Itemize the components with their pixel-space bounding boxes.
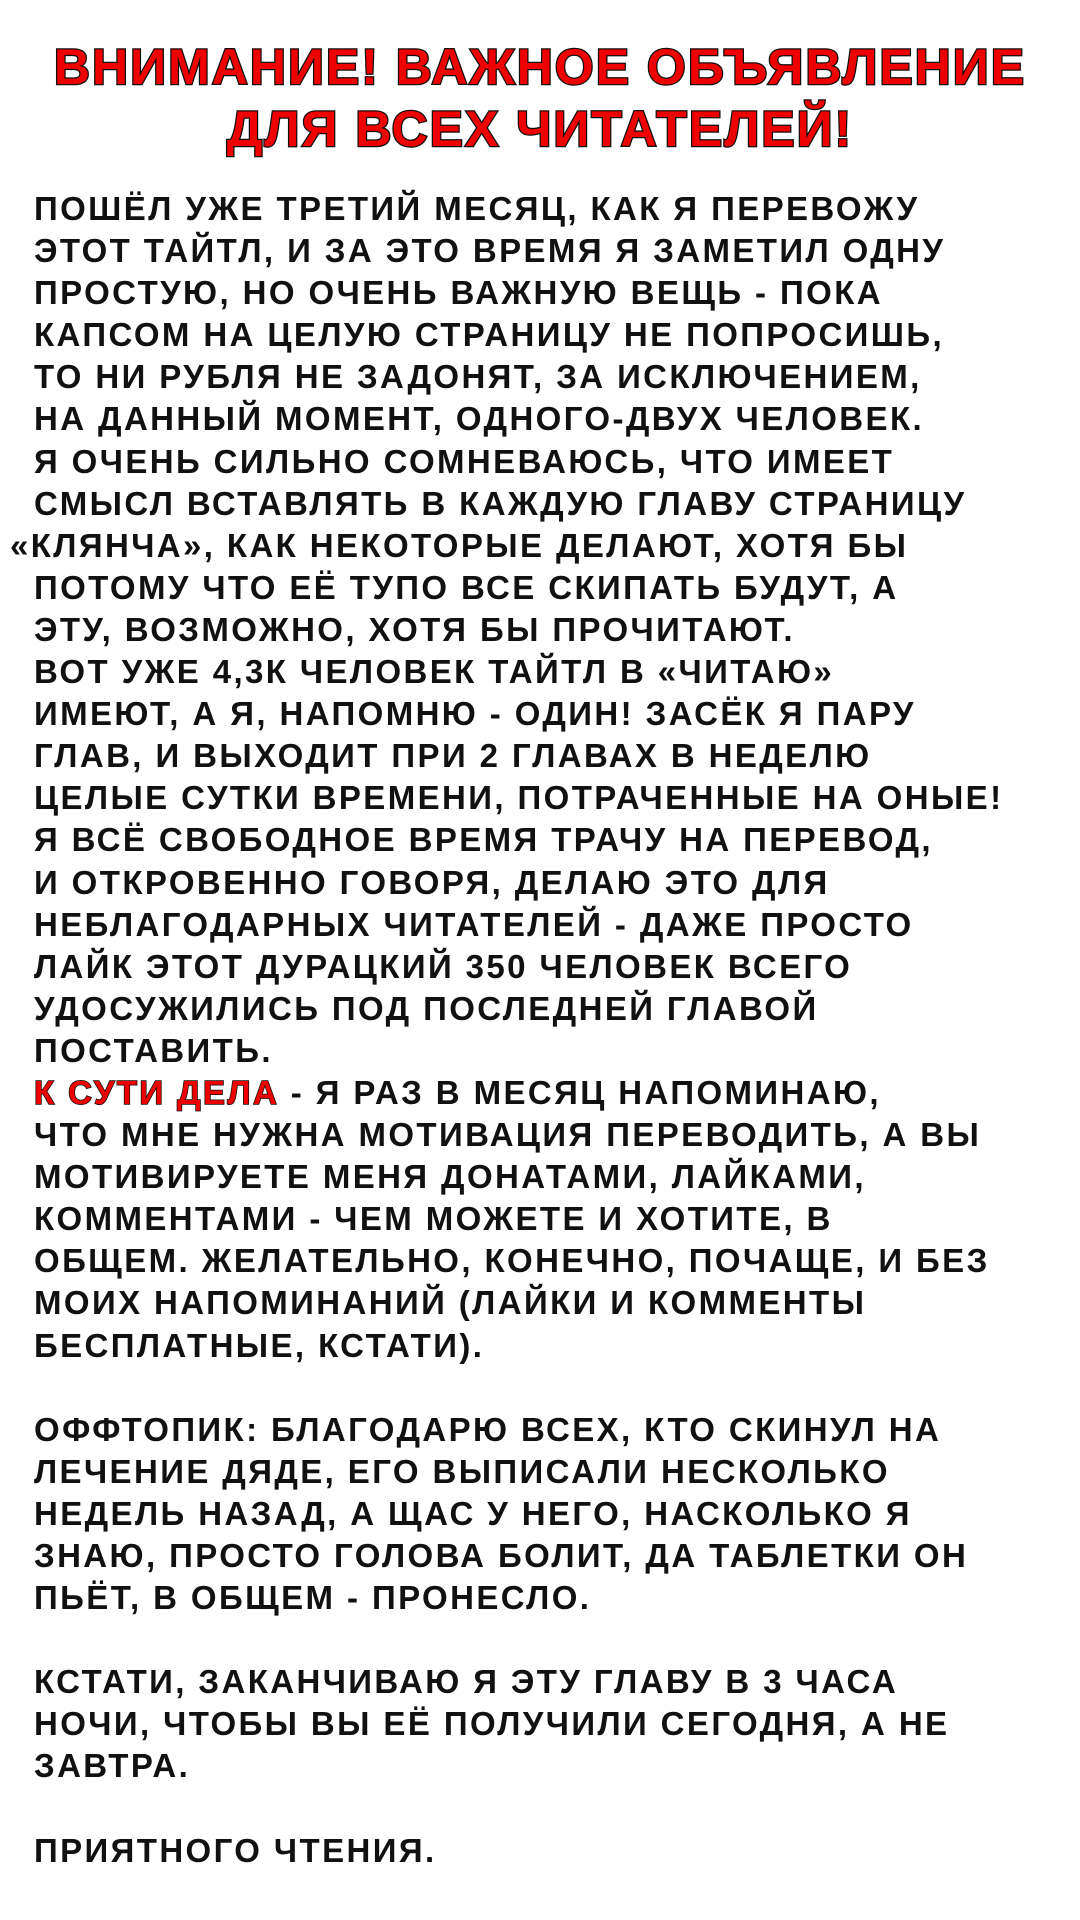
text-line: СМЫСЛ ВСТАВЛЯТЬ В КАЖДУЮ ГЛАВУ СТРАНИЦУ [34,484,967,522]
text-line: И ОТКРОВЕННО ГОВОРЯ, ДЕЛАЮ ЭТО ДЛЯ [34,863,830,901]
text-line: НЕБЛАГОДАРНЫХ ЧИТАТЕЛЕЙ - ДАЖЕ ПРОСТО [34,905,914,943]
text-line: ЦЕЛЫЕ СУТКИ ВРЕМЕНИ, ПОТРАЧЕННЫЕ НА ОНЫЕ! [34,779,1004,817]
text-line: КОММЕНТАМИ - ЧЕМ МОЖЕТЕ И ХОТИТЕ, В [34,1200,833,1238]
text-line: ТО НИ РУБЛЯ НЕ ЗАДОНЯТ, ЗА ИСКЛЮЧЕНИЕМ, [34,358,922,396]
text-line: ПРИЯТНОГО ЧТЕНИЯ. [34,1831,437,1869]
highlight-line [34,1072,1074,1114]
text-line: ЭТОТ ТАЙТЛ, И ЗА ЭТО ВРЕМЯ Я ЗАМЕТИЛ ОДНУ [34,232,946,270]
text-line: ПОШЁЛ УЖЕ ТРЕТИЙ МЕСЯЦ, КАК Я ПЕРЕВОЖУ [34,190,920,227]
text-line: ЭТУ, ВОЗМОЖНО, ХОТЯ БЫ ПРОЧИТАЮТ. [34,610,795,648]
text-line: МОИХ НАПОМИНАНИЙ (ЛАЙКИ И КОММЕНТЫ [34,1284,867,1322]
text-line: НОЧИ, ЧТОБЫ ВЫ ЕЁ ПОЛУЧИЛИ СЕГОДНЯ, А НЕ [34,1705,950,1743]
text-line: ЛЕЧЕНИЕ ДЯДЕ, ЕГО ВЫПИСАЛИ НЕСКОЛЬКО [34,1452,890,1490]
text-line: ПЬЁТ, В ОБЩЕМ - ПРОНЕСЛО. [34,1579,592,1617]
announcement-title-line-1: ВНИМАНИЕ! ВАЖНОЕ ОБЪЯВЛЕНИЕ [53,39,1027,95]
text-line: ЛАЙК ЭТОТ ДУРАЦКИЙ 350 ЧЕЛОВЕК ВСЕГО [34,947,853,985]
blank-line [34,1619,1074,1661]
text-line: НА ДАННЫЙ МОМЕНТ, ОДНОГО-ДВУХ ЧЕЛОВЕК. [34,400,925,438]
highlight-rest: - Я РАЗ В МЕСЯЦ НАПОМИНАЮ, [279,1073,881,1111]
text-line: ВОТ УЖЕ 4,3К ЧЕЛОВЕК ТАЙТЛ В «ЧИТАЮ» [34,653,835,691]
text-line: КСТАТИ, ЗАКАНЧИВАЮ Я ЭТУ ГЛАВУ В 3 ЧАСА [34,1663,899,1701]
text-line: «КЛЯНЧА», КАК НЕКОТОРЫЕ ДЕЛАЮТ, ХОТЯ БЫ [10,526,909,564]
text-line: УДОСУЖИЛИСЬ ПОД ПОСЛЕДНЕЙ ГЛАВОЙ [34,989,819,1027]
text-line: НЕДЕЛЬ НАЗАД, А ЩАС У НЕГО, НАСКОЛЬКО Я [34,1494,912,1532]
text-line: ОБЩЕМ. ЖЕЛАТЕЛЬНО, КОНЕЧНО, ПОЧАЩЕ, И БЕЗ [34,1242,990,1280]
text-line: МОТИВИРУЕТЕ МЕНЯ ДОНАТАМИ, ЛАЙКАМИ, [34,1158,866,1196]
blank-line [34,1367,1074,1409]
text-line: ПОТОМУ ЧТО ЕЁ ТУПО ВСЕ СКИПАТЬ БУДУТ, А [34,568,899,606]
announcement-title-line-2: ДЛЯ ВСЕХ ЧИТАТЕЛЕЙ! [226,101,854,157]
text-line: ЧТО МНЕ НУЖНА МОТИВАЦИЯ ПЕРЕВОДИТЬ, А ВЫ [34,1116,982,1154]
text-line: ПРОСТУЮ, НО ОЧЕНЬ ВАЖНУЮ ВЕЩЬ - ПОКА [34,274,883,312]
announcement-body [10,188,1074,1872]
text-line: ПОСТАВИТЬ. [34,1031,273,1069]
text-line: БЕСПЛАТНЫЕ, КСТАТИ). [34,1326,485,1364]
text-line: ЗАВТРА. [34,1747,191,1785]
text-line: ОФФТОПИК: БЛАГОДАРЮ ВСЕХ, КТО СКИНУЛ НА [34,1410,942,1448]
highlight-text: К СУТИ ДЕЛА [34,1073,280,1111]
text-line: Я ОЧЕНЬ СИЛЬНО СОМНЕВАЮСЬ, ЧТО ИМЕЕТ [34,442,895,480]
text-line: КАПСОМ НА ЦЕЛУЮ СТРАНИЦУ НЕ ПОПРОСИШЬ, [34,316,945,354]
text-line: Я ВСЁ СВОБОДНОЕ ВРЕМЯ ТРАЧУ НА ПЕРЕВОД, [34,821,933,859]
text-line: ИМЕЮТ, А Я, НАПОМНЮ - ОДИН! ЗАСЁК Я ПАРУ [34,695,916,733]
text-line: ЗНАЮ, ПРОСТО ГОЛОВА БОЛИТ, ДА ТАБЛЕТКИ ОН [34,1537,969,1574]
blank-line [34,1788,1074,1830]
text-line: ГЛАВ, И ВЫХОДИТ ПРИ 2 ГЛАВАХ В НЕДЕЛЮ [34,737,872,775]
